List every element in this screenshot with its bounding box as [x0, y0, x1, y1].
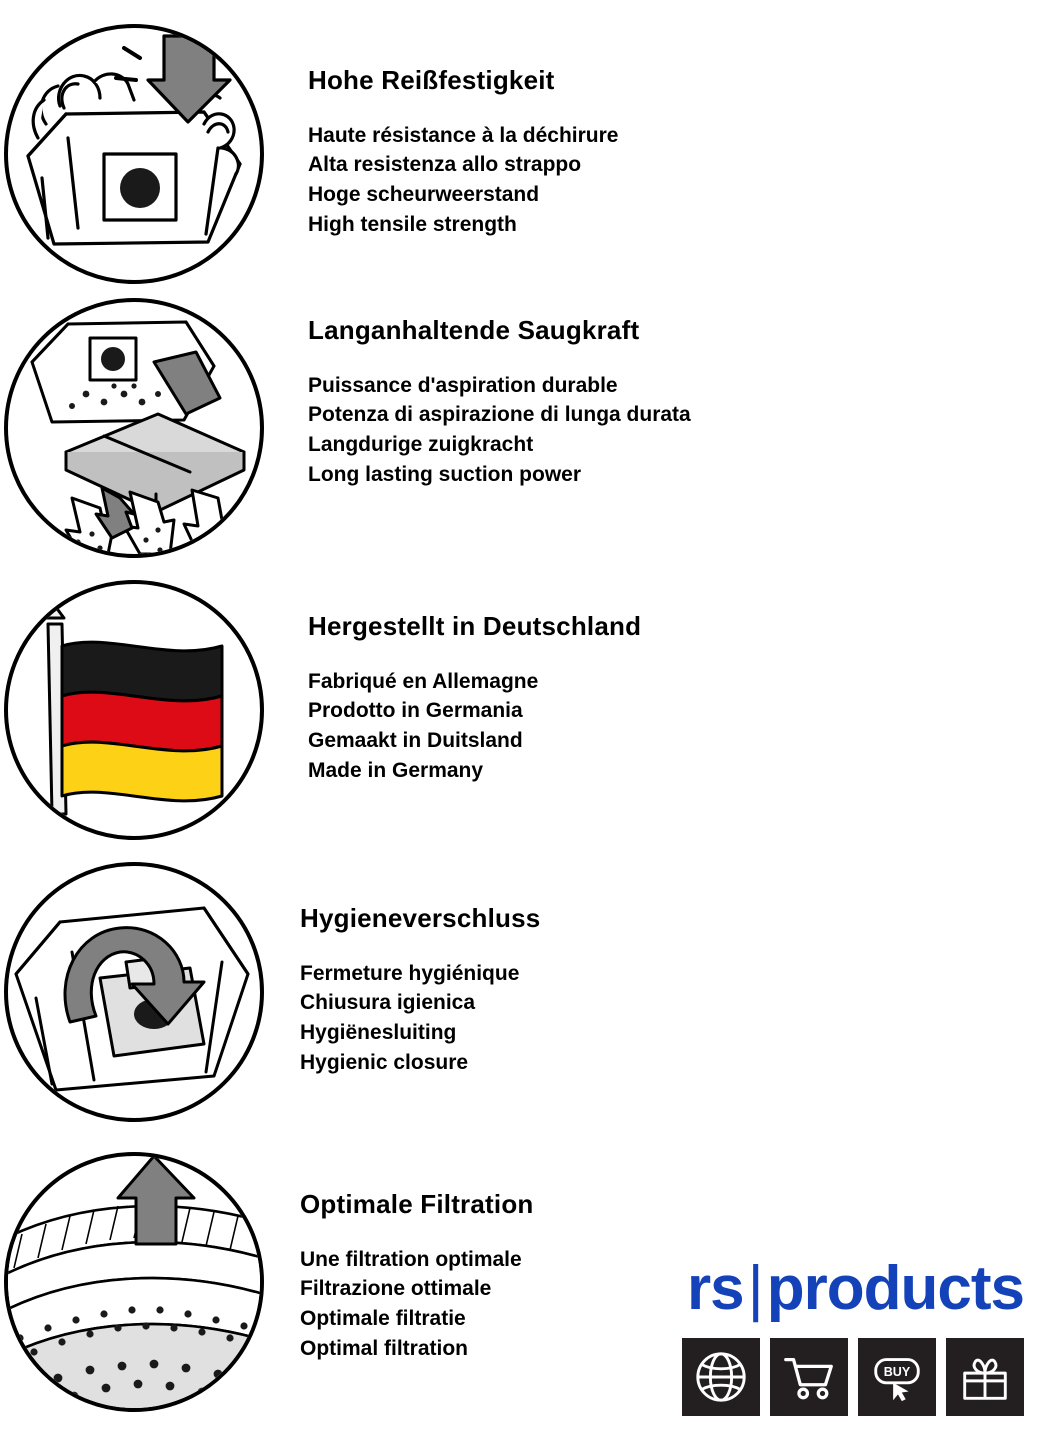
- feature-line: Optimal filtration: [300, 1337, 468, 1361]
- globe-icon: [682, 1338, 760, 1416]
- feature-line: Hoge scheurweerstand: [308, 183, 540, 207]
- feature-row-made-in-germany: [0, 580, 1040, 840]
- filter-layers-icon: [4, 1152, 264, 1412]
- gift-box-icon: [946, 1338, 1024, 1416]
- feature-title: Hergestellt in Deutschland: [308, 611, 642, 641]
- feature-line: High tensile strength: [308, 213, 517, 237]
- icon-wrapper: [0, 1152, 268, 1412]
- feature-line: Long lasting suction power: [308, 463, 581, 487]
- feature-line: Filtrazione ottimale: [300, 1277, 492, 1301]
- feature-line: Hygienic closure: [300, 1051, 469, 1075]
- feature-row-hygienic-closure: [0, 862, 1040, 1122]
- feature-title: Hohe Reißfestigkeit: [308, 65, 555, 95]
- feature-line: Fabriqué en Allemagne: [308, 669, 539, 693]
- feature-title: Langanhaltende Saugkraft: [308, 315, 640, 345]
- feature-texts: [268, 580, 641, 786]
- feature-line: Fermeture hygiénique: [300, 961, 520, 985]
- hygienic-closure-icon: [4, 862, 264, 1122]
- feature-title: Optimale Filtration: [300, 1189, 534, 1219]
- feature-texts: [268, 298, 691, 490]
- brand-separator: |: [747, 1254, 763, 1323]
- feature-line: Haute résistance à la déchirure: [308, 123, 619, 147]
- svg-text:BUY: BUY: [883, 1365, 911, 1380]
- brand-logo: [634, 1254, 1024, 1323]
- feature-line: Chiusura igienica: [300, 991, 476, 1015]
- icon-wrapper: [0, 24, 268, 284]
- feature-texts: [268, 24, 618, 240]
- icon-wrapper: [0, 580, 268, 840]
- feature-line: Langdurige zuigkracht: [308, 433, 534, 457]
- feature-line: Optimale filtratie: [300, 1307, 466, 1331]
- feature-texts: [268, 1152, 533, 1364]
- feature-line: Potenza di aspirazione di lunga durata: [308, 403, 691, 427]
- bag-tear-resistance-icon: [4, 24, 264, 284]
- feature-title: Hygieneverschluss: [300, 903, 541, 933]
- brand-name-part1: rs: [687, 1254, 744, 1323]
- feature-line: Prodotto in Germania: [308, 699, 523, 723]
- feature-row-tensile-strength: [0, 24, 1040, 284]
- brand-block: [634, 1254, 1024, 1416]
- buy-button-icon: [858, 1338, 936, 1416]
- brand-name-part2: products: [766, 1254, 1024, 1323]
- shopping-cart-icon: [770, 1338, 848, 1416]
- icon-wrapper: [0, 298, 268, 558]
- vacuum-nozzle-suction-icon: [4, 298, 264, 558]
- feature-line: Gemaakt in Duitsland: [308, 729, 523, 753]
- feature-line: Une filtration optimale: [300, 1247, 522, 1271]
- feature-line: Alta resistenza allo strappo: [308, 153, 582, 177]
- german-flag-icon: [4, 580, 264, 840]
- feature-line: Puissance d'aspiration durable: [308, 373, 618, 397]
- feature-texts: [268, 862, 540, 1078]
- icon-wrapper: [0, 862, 268, 1122]
- feature-row-suction-power: [0, 298, 1040, 558]
- feature-line: Made in Germany: [308, 759, 484, 783]
- brand-icon-row: [634, 1338, 1024, 1416]
- feature-line: Hygiënesluiting: [300, 1021, 457, 1045]
